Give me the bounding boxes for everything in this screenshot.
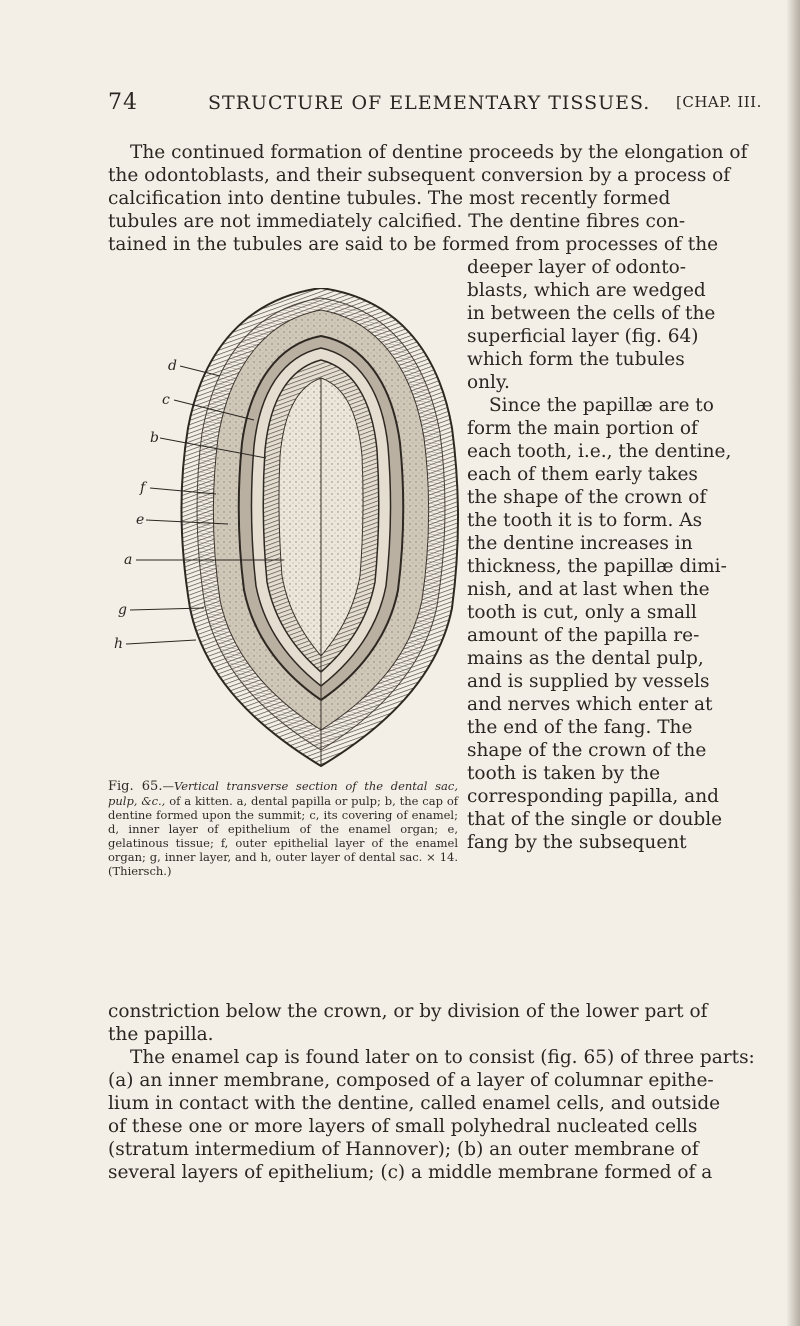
- paragraph-3: [108, 1046, 766, 1184]
- caption-label: Fig. 65.: [108, 779, 163, 794]
- text-line: deeper layer of odonto-: [467, 257, 687, 278]
- text-line: (a) an inner membrane, composed of a layer of columnar epithe-: [108, 1070, 714, 1091]
- text-line: the tooth it is to form. As: [467, 510, 703, 531]
- text-line: of these one or more layers of small polyhedral nucleated cells: [108, 1116, 698, 1137]
- text-line: the papilla.: [108, 1024, 214, 1045]
- figure-letter-b: b: [150, 430, 159, 446]
- text-line: The continued formation of dentine proceeds by the elongation of: [130, 142, 748, 163]
- text-line: the dentine increases in: [467, 533, 693, 554]
- text-line: each tooth, i.e., the dentine,: [467, 441, 732, 462]
- paragraph-1-cont: [108, 164, 766, 256]
- text-line: mains as the dental pulp,: [467, 648, 704, 669]
- text-line: form the main portion of: [467, 418, 698, 439]
- text-line: only.: [467, 372, 510, 393]
- text-line: superficial layer (fig. 64): [467, 326, 699, 347]
- text-line: lium in contact with the dentine, called enamel cells, and outside: [108, 1093, 721, 1114]
- figure-letter-h: h: [114, 636, 124, 652]
- text-line: Since the papillæ are to: [489, 395, 714, 416]
- text-line: tubules are not immediately calcified. The dentine fibres con-: [108, 211, 686, 232]
- figure-letter-d: d: [168, 358, 177, 374]
- text-line: the end of the fang. The: [467, 717, 693, 738]
- text-line: and nerves which enter at: [467, 694, 713, 715]
- running-head: [108, 86, 768, 118]
- text-line: that of the single or double: [467, 809, 723, 830]
- text-line: nish, and at last when the: [467, 579, 710, 600]
- paragraph-1: [108, 141, 766, 164]
- chapter-label: [CHAP. III.: [676, 93, 762, 111]
- figure-letter-e: e: [136, 512, 145, 528]
- text-line: amount of the papilla re-: [467, 625, 700, 646]
- running-title: STRUCTURE OF ELEMENTARY TISSUES.: [208, 92, 651, 114]
- caption-dash: —: [162, 779, 174, 793]
- text-line: the odontoblasts, and their subsequent conversion by a process of: [108, 165, 731, 186]
- text-line: shape of the crown of the: [467, 740, 707, 761]
- text-line: tooth is taken by the: [467, 763, 661, 784]
- text-line: tained in the tubules are said to be formed from processes of the: [108, 234, 719, 255]
- figure-letter-a: a: [124, 552, 133, 568]
- text-line: calcification into dentine tubules. The most recently formed: [108, 188, 671, 209]
- tooth-section-illustration: [108, 288, 460, 768]
- text-line: fang by the subsequent: [467, 832, 687, 853]
- figure-letter-f: f: [140, 480, 146, 496]
- text-line: in between the cells of the: [467, 303, 716, 324]
- text-line: (stratum intermedium of Hannover); (b) an outer membrane of: [108, 1139, 699, 1160]
- text-line: which form the tubules: [467, 349, 685, 370]
- text-line: corresponding papilla, and: [467, 786, 719, 807]
- column-text: [467, 256, 766, 854]
- text-line: tooth is cut, only a small: [467, 602, 697, 623]
- paragraph-2-cont: [108, 1000, 766, 1046]
- figure-letter-g: g: [118, 602, 127, 618]
- text-line: blasts, which are wedged: [467, 280, 706, 301]
- figure-65: [108, 288, 460, 768]
- caption-italic: Vertical transverse section of the dental sac, pulp, &c.,: [108, 779, 458, 808]
- text-line: constriction below the crown, or by division of the lower part of: [108, 1001, 708, 1022]
- text-line: each of them early takes: [467, 464, 698, 485]
- page-edge-shadow: [786, 0, 800, 1326]
- figure-caption: [108, 779, 458, 878]
- text-line: The enamel cap is found later on to consist (fig. 65) of three parts:: [130, 1047, 755, 1068]
- figure-letter-c: c: [162, 392, 170, 408]
- text-line: thickness, the papillæ dimi-: [467, 556, 727, 577]
- text-line: several layers of epithelium; (c) a middle membrane formed of a: [108, 1162, 713, 1183]
- text-line: and is supplied by vessels: [467, 671, 710, 692]
- text-line: the shape of the crown of: [467, 487, 707, 508]
- page-number: 74: [108, 90, 138, 115]
- caption-text: of a kitten. a, dental papilla or pulp; b, the cap of dentine formed upon the summit; c, its covering of enamel; d, inner layer of epithelium of the enamel organ; e, gelatinous tissue; f, outer epithelial layer of the enamel organ; g, inner layer, and h, outer layer of dental sac. × 14. (Thiersch.): [108, 794, 459, 878]
